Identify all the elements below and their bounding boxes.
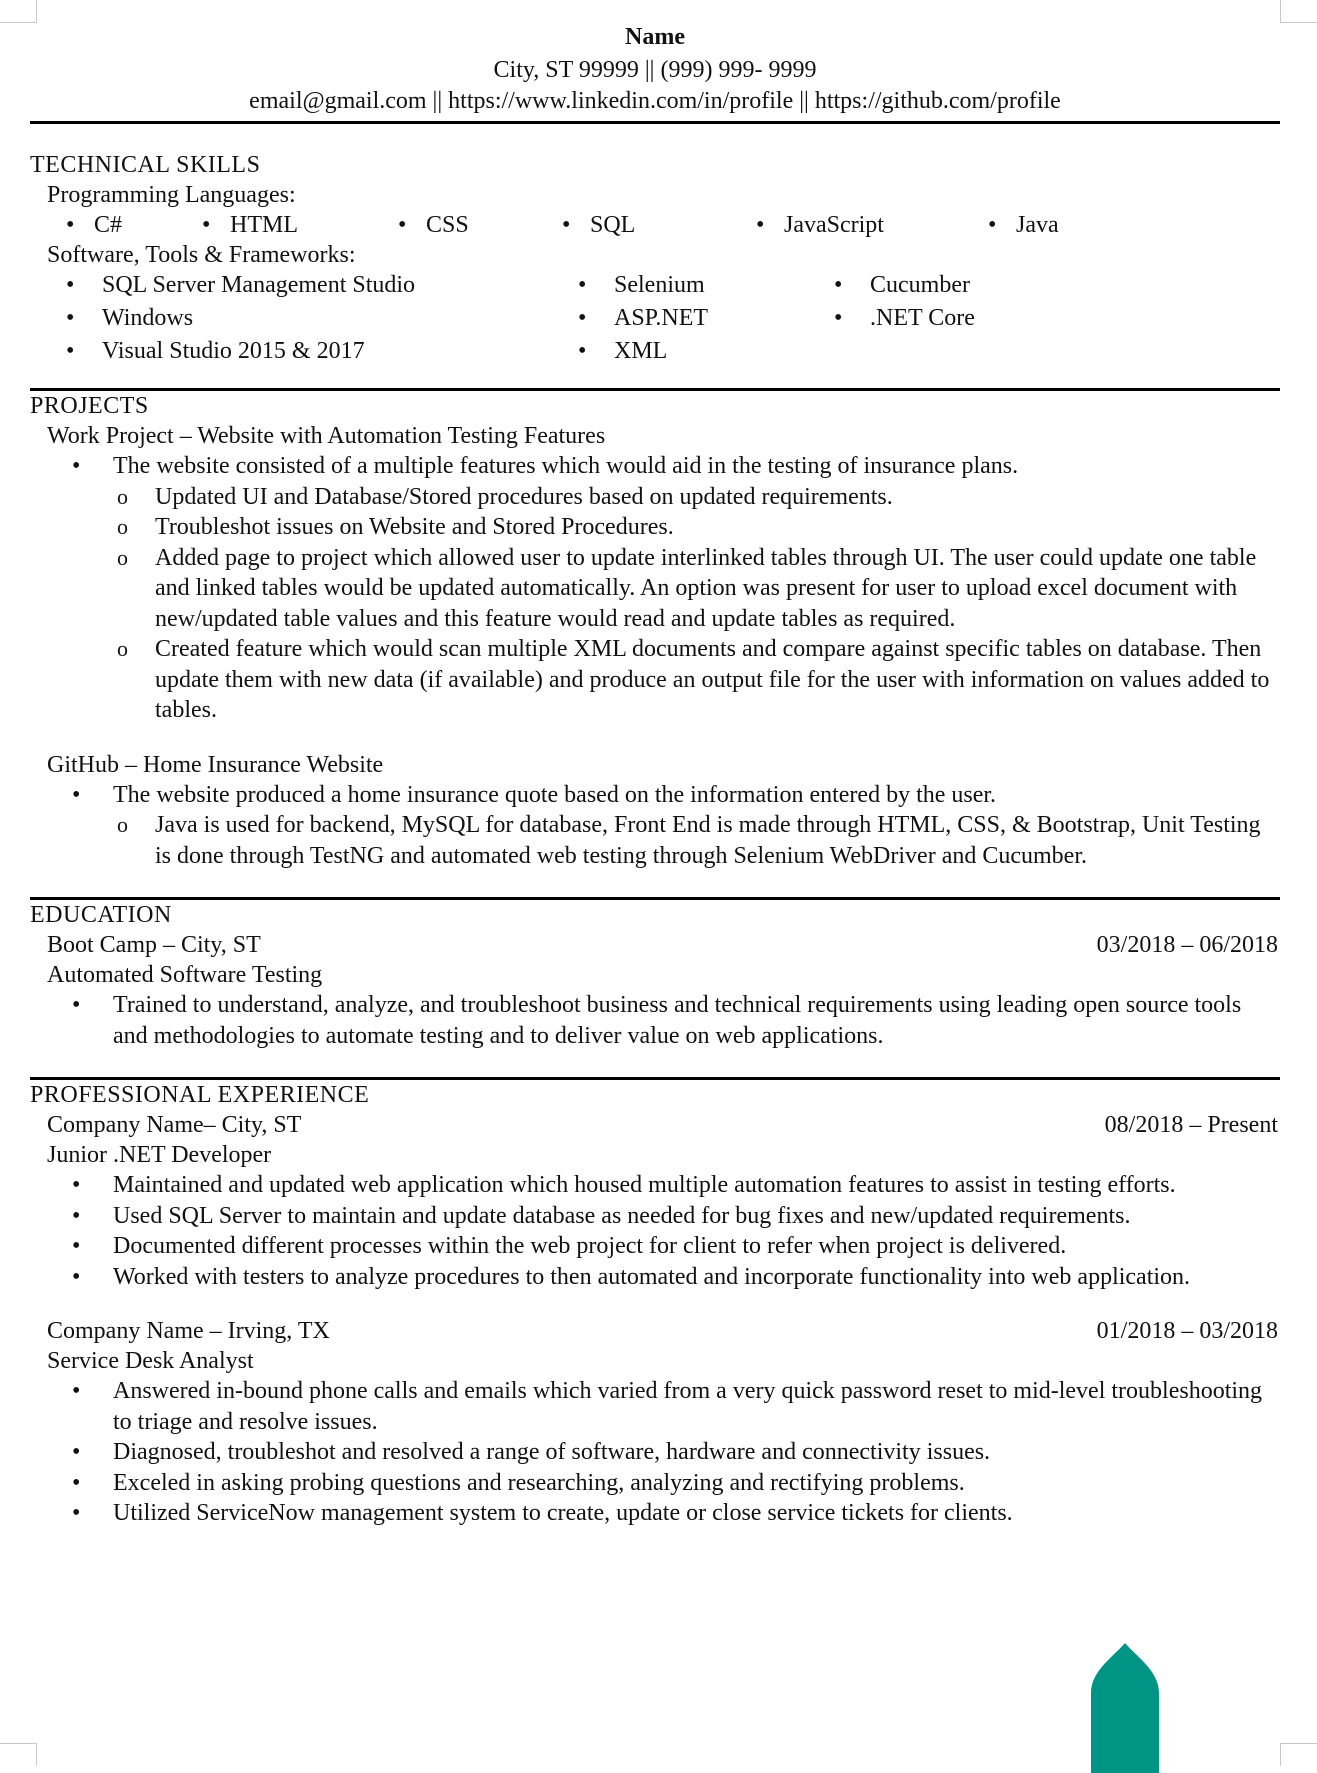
experience-section	[30, 1080, 1280, 1529]
tool-item: • XML	[578, 336, 834, 366]
candidate-name: Name	[625, 24, 685, 50]
job-role: Service Desk Analyst	[47, 1348, 254, 1374]
job-bullet: • Answered in-bound phone calls and emails which varied from a very quick password reset to mid-level troubleshooting to triage and resolve issues.	[30, 1376, 1280, 1437]
skill-item: • HTML	[202, 210, 398, 240]
job-header	[30, 1316, 1280, 1346]
job-dates: 01/2018 – 03/2018	[1096, 1318, 1278, 1344]
projects-section	[30, 391, 1280, 871]
languages-list	[30, 210, 1280, 240]
section-title: TECHNICAL SKILLS	[30, 152, 261, 178]
job-bullet: • Exceled in asking probing questions and researching, analyzing and rectifying problems.	[30, 1468, 1280, 1499]
job-header	[30, 1110, 1280, 1140]
section-title: EDUCATION	[30, 902, 172, 928]
project-sub-bullet: o Troubleshot issues on Website and Stored Procedures.	[30, 512, 1280, 543]
tool-item: • Windows	[66, 303, 578, 333]
company-name: Company Name – Irving, TX	[47, 1318, 330, 1344]
programming-languages-label: Programming Languages:	[47, 182, 296, 208]
job-dates: 08/2018 – Present	[1104, 1112, 1278, 1138]
tool-item: • Visual Studio 2015 & 2017	[66, 336, 578, 366]
contact-line-location-phone: City, ST 99999 || (999) 999- 9999	[493, 57, 817, 83]
project-bullet: • The website consisted of a multiple features which would aid in the testing of insurance plans.	[30, 451, 1280, 482]
section-divider	[30, 121, 1280, 124]
project-heading: Work Project – Website with Automation Testing Features	[47, 423, 606, 449]
section-title: PROFESSIONAL EXPERIENCE	[30, 1082, 370, 1108]
resume-header	[30, 20, 1280, 117]
skill-item: • SQL	[562, 210, 756, 240]
tool-item: • SQL Server Management Studio	[66, 270, 578, 300]
project-heading: GitHub – Home Insurance Website	[47, 751, 384, 778]
job-bullet: • Documented different processes within the web project for client to refer when project is delivered.	[30, 1231, 1280, 1262]
job-bullet: • Worked with testers to analyze procedures to then automated and incorporate functionality into web application.	[30, 1262, 1280, 1293]
tool-item: • .NET Core	[834, 303, 1094, 333]
page-corner-mark	[0, 1743, 37, 1766]
tools-label: Software, Tools & Frameworks:	[47, 242, 356, 268]
job-bullet: • Utilized ServiceNow management system to create, update or close service tickets for clients.	[30, 1498, 1280, 1529]
project-sub-bullet: o Java is used for backend, MySQL for database, Front End is made through HTML, CSS, & Bootstrap, Unit Testing is done through TestNG and automated web testing through Selenium WebDriver and Cucumber.	[30, 810, 1280, 871]
resume-page	[30, 20, 1280, 1529]
education-dates: 03/2018 – 06/2018	[1096, 932, 1278, 958]
job-bullet: • Used SQL Server to maintain and update database as needed for bug fixes and new/updated requirements.	[30, 1201, 1280, 1232]
skill-item: • CSS	[398, 210, 562, 240]
tool-item: • Cucumber	[834, 270, 1094, 300]
page-corner-mark	[1280, 0, 1317, 23]
tool-item: • ASP.NET	[578, 303, 834, 333]
page-corner-mark	[1280, 1743, 1317, 1766]
skill-item: • Java	[988, 210, 1059, 240]
teal-drop-icon[interactable]	[1089, 1643, 1161, 1773]
job-bullet: • Diagnosed, troubleshot and resolved a range of software, hardware and connectivity issues.	[30, 1437, 1280, 1468]
skill-item: • C#	[66, 210, 202, 240]
project-sub-bullet: o Created feature which would scan multiple XML documents and compare against specific tables on database. Then update them with new data (if available) and produce an output file for the user with information on values added to tables.	[30, 634, 1280, 726]
company-name: Company Name– City, ST	[47, 1112, 302, 1138]
job-bullet: • Maintained and updated web application which housed multiple automation features to assist in testing efforts.	[30, 1170, 1280, 1201]
project-sub-bullet: o Added page to project which allowed user to update interlinked tables through UI. The user could update one table and linked tables would be updated automatically. An option was present for user to upload excel document with new/updated table values and this feature would read and update tables as required.	[30, 543, 1280, 635]
program-name: Automated Software Testing	[47, 962, 323, 988]
education-section	[30, 900, 1280, 1051]
project-sub-bullet: o Updated UI and Database/Stored procedures based on updated requirements.	[30, 482, 1280, 513]
tool-item: • Selenium	[578, 270, 834, 300]
education-entry-header	[30, 930, 1280, 960]
skill-item: • JavaScript	[756, 210, 988, 240]
project-bullet: • The website produced a home insurance quote based on the information entered by the user.	[30, 780, 1280, 811]
section-title: PROJECTS	[30, 393, 149, 419]
school-name: Boot Camp – City, ST	[47, 932, 261, 958]
contact-line-links: email@gmail.com || https://www.linkedin.com/in/profile || https://github.com/profile	[249, 88, 1061, 114]
technical-skills-section	[30, 150, 1280, 366]
tools-list	[30, 270, 1280, 366]
education-bullet: • Trained to understand, analyze, and troubleshoot business and technical requirements using leading open source tools and methodologies to automate testing and to deliver value on web applications.	[30, 990, 1280, 1051]
job-role: Junior .NET Developer	[47, 1142, 272, 1168]
